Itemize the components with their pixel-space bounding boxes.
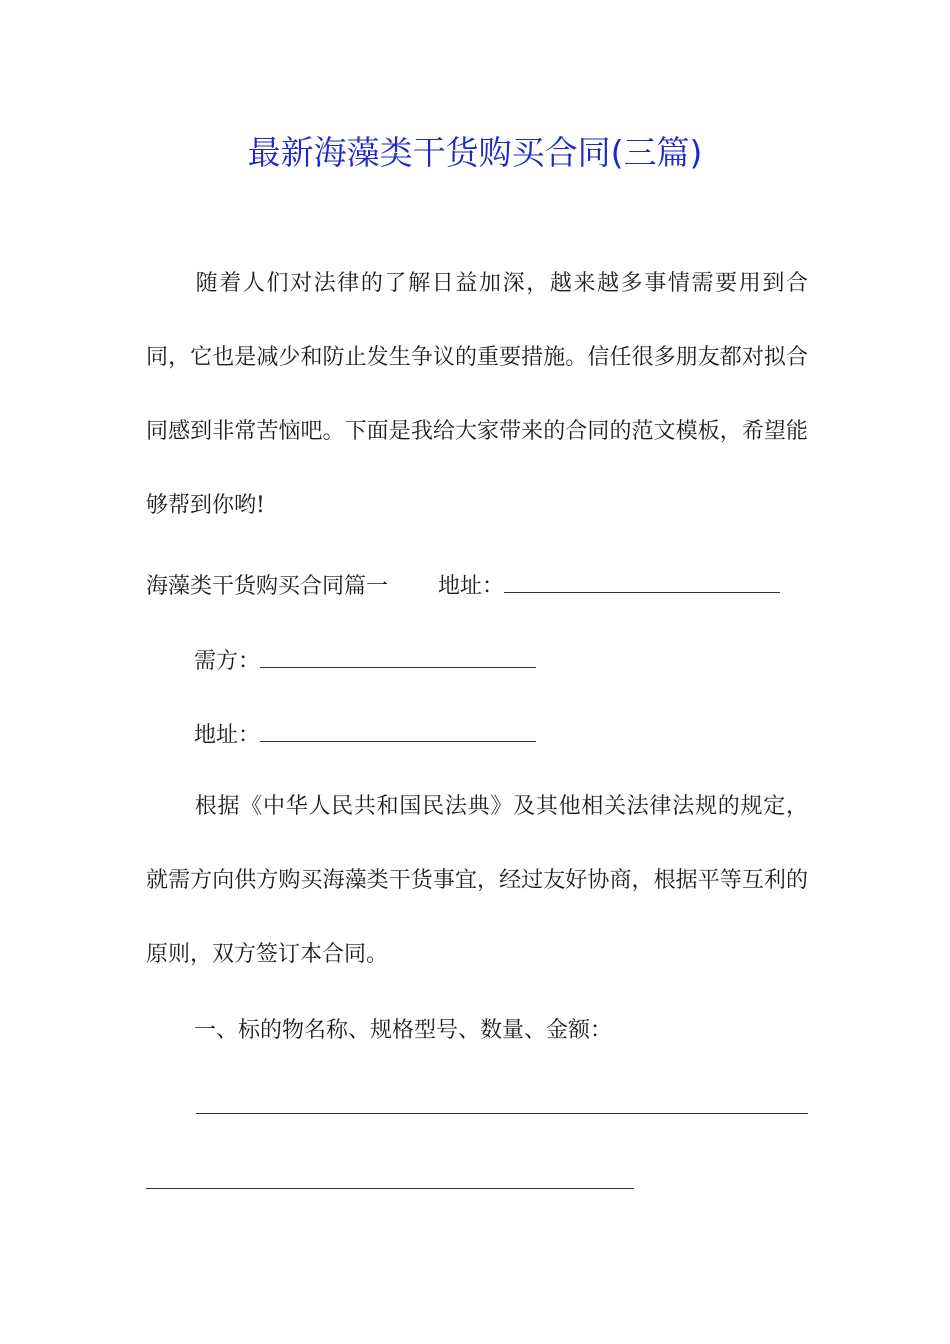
supplier-address-blank[interactable] [504,568,780,593]
intro-paragraph [146,247,808,543]
buyer-label: 需方： [194,649,261,674]
intro-text: 随着人们对法律的了解日益加深，越来越多事情需要用到合同，它也是减少和防止发生争议的重要措施。信任很多朋友都对拟合同感到非常苦恼吧。下面是我给大家带来的合同的范文模板，希望能够帮到你哟! [146,271,808,518]
basis-text: 根据《中华人民共和国民法典》及其他相关法律法规的规定，就需方向供方购买海藻类干货事宜，经过友好协商，根据平等互利的原则，双方签订本合同。 [146,794,808,967]
buyer-address-label: 地址： [194,723,261,748]
buyer-blank[interactable] [260,643,536,668]
buyer-address-blank[interactable] [260,717,536,742]
fill-in-line-2[interactable] [146,1188,634,1189]
basis-paragraph [146,770,808,992]
document-title: 最新海藻类干货购买合同(三篇) [247,133,703,172]
buyer-row [194,643,536,677]
section-heading-row [146,568,780,602]
section-heading: 海藻类干货购买合同篇一 [146,574,389,599]
supplier-address-label: 地址： [438,574,505,599]
buyer-address-row [194,717,536,751]
fill-in-line-1[interactable] [196,1113,808,1114]
clause-1: 一、标的物名称、规格型号、数量、金额： [194,1018,613,1043]
